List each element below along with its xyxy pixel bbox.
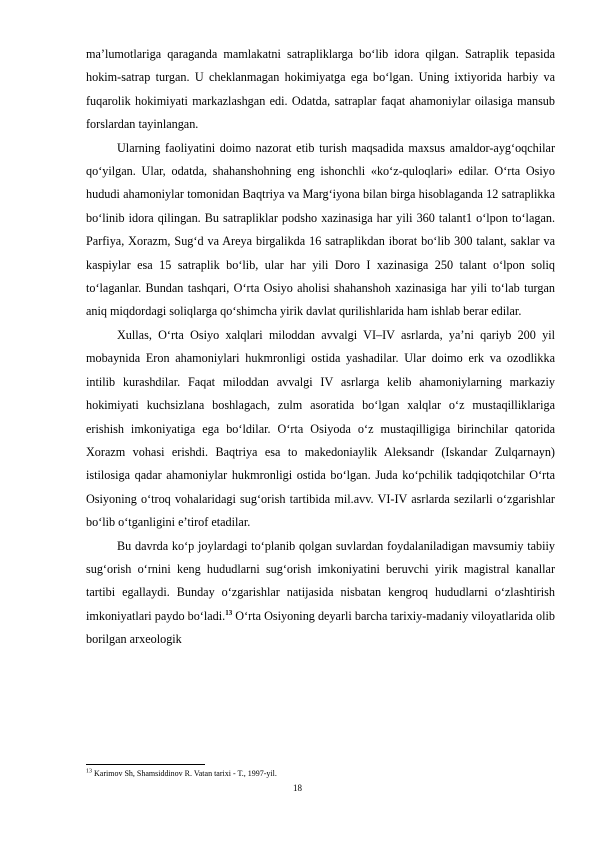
paragraph-3: Xullas, O‘rta Osiyo xalqlari miloddan avvalgi VI–IV asrlarda, ya’ni qariyb 200 yil mobaynida Eron ahamoniylari hukmronligi ostida yashadilar. Ular doimo erk va ozodlikka intilib kurashdilar. Faqat miloddan avvalgi IV asrlarga kelib ahamoniylarning markaziy hokimiyati kuchsizlana boshlagach, zulm asoratida bo‘lgan xalqlar o‘z mustaqilliklariga erishish imkoniyatiga ega bo‘ldilar. O‘rta Osiyoda o‘z mustaqilligiga birinchilar qatorida Xorazm vohasi erishdi. Baqtriya esa to makedoniaylik Aleksandr (Iskandar Zulqarnayn) istilosiga qadar ahamoniylar hukmronligi ostida bo‘lgan. Juda ko‘pchilik tadqiqotchilar O‘rta Osiyoning o‘troq vohalaridagi sug‘orish tartibida mil.avv. VI-IV asrlarda sezilarli o‘zgarishlar bo‘lib o‘tganligini e’tirof etadilar. [86,327,555,530]
footnote-text: Karimov Sh, Shamsiddinov R. Vatan tarixi - T., 1997-yil. [92,769,277,778]
page-body [86,43,555,652]
paragraph-4-text-after: O‘rta Osiyoning deyarli barcha tarixiy-madaniy viloyatlarida olib borilgan arxeologik [86,608,556,647]
footnote-area [86,764,555,780]
footnote [86,768,555,780]
footnote-divider [86,764,205,765]
footnote-number: 13 [86,768,92,775]
footnote-ref[interactable]: 13 [225,608,233,617]
paragraph-1: ma’lumotlariga qaraganda mamlakatni satrapliklarga bo‘lib idora qilgan. Satraplik tepasida hokim-satrap turgan. U cheklanmagan hokimiyatga ega bo‘lgan. Uning ixtiyorida harbiy va fuqarolik hokimiyati markazlashgan edi. Odatda, satraplar faqat ahamoniylar oilasiga mansub forslardan tayinlangan. [86,47,555,132]
paragraph-2: Ularning faoliyatini doimo nazorat etib turish maqsadida maxsus amaldor-ayg‘oqchilar qo‘yilgan. Ular, odatda, shahanshohning eng ishonchli «ko‘z-quloqlari» edilar. O‘rta Osiyo hududi ahamoniylar tomonidan Baqtriya va Marg‘iyona bilan birga hisoblaganda 12 satraplikka bo‘linib idora qilingan. Bu satrapliklar podsho xazinasiga har yili 360 talant1 o‘lpon to‘lagan. Parfiya, Xorazm, Sug‘d va Areya birgalikda 16 satraplikdan iborat bo‘lib 300 talant, saklar va kaspiylar esa 15 satraplik bo‘lib, ular har yili Doro I xazinasiga 250 talant o‘lpon soliq to‘laganlar. Bundan tashqari, O‘rta Osiyo aholisi shahanshoh xazinasiga har yili to‘lab turgan aniq miqdordagi soliqlarga qo‘shimcha yirik davlat qurilishlarida ham ishlab berar edilar. [86,140,555,319]
page-number: 18 [293,783,302,793]
paragraph-4 [86,535,555,652]
paragraph-4-text-before: Bu davrda ko‘p joylardagi to‘planib qolgan suvlardan foydalaniladigan mavsumiy tabiiy sug‘orish o‘rnini keng hududlarni sug‘orish imkoniyatini beruvchi yirik magistral kanallar tartibi egallaydi. Bunday o‘zgarishlar natijasida nisbatan kengroq hududlarni o‘zlashtirish imkoniyatlari paydo bo‘ladi. [86,538,555,623]
